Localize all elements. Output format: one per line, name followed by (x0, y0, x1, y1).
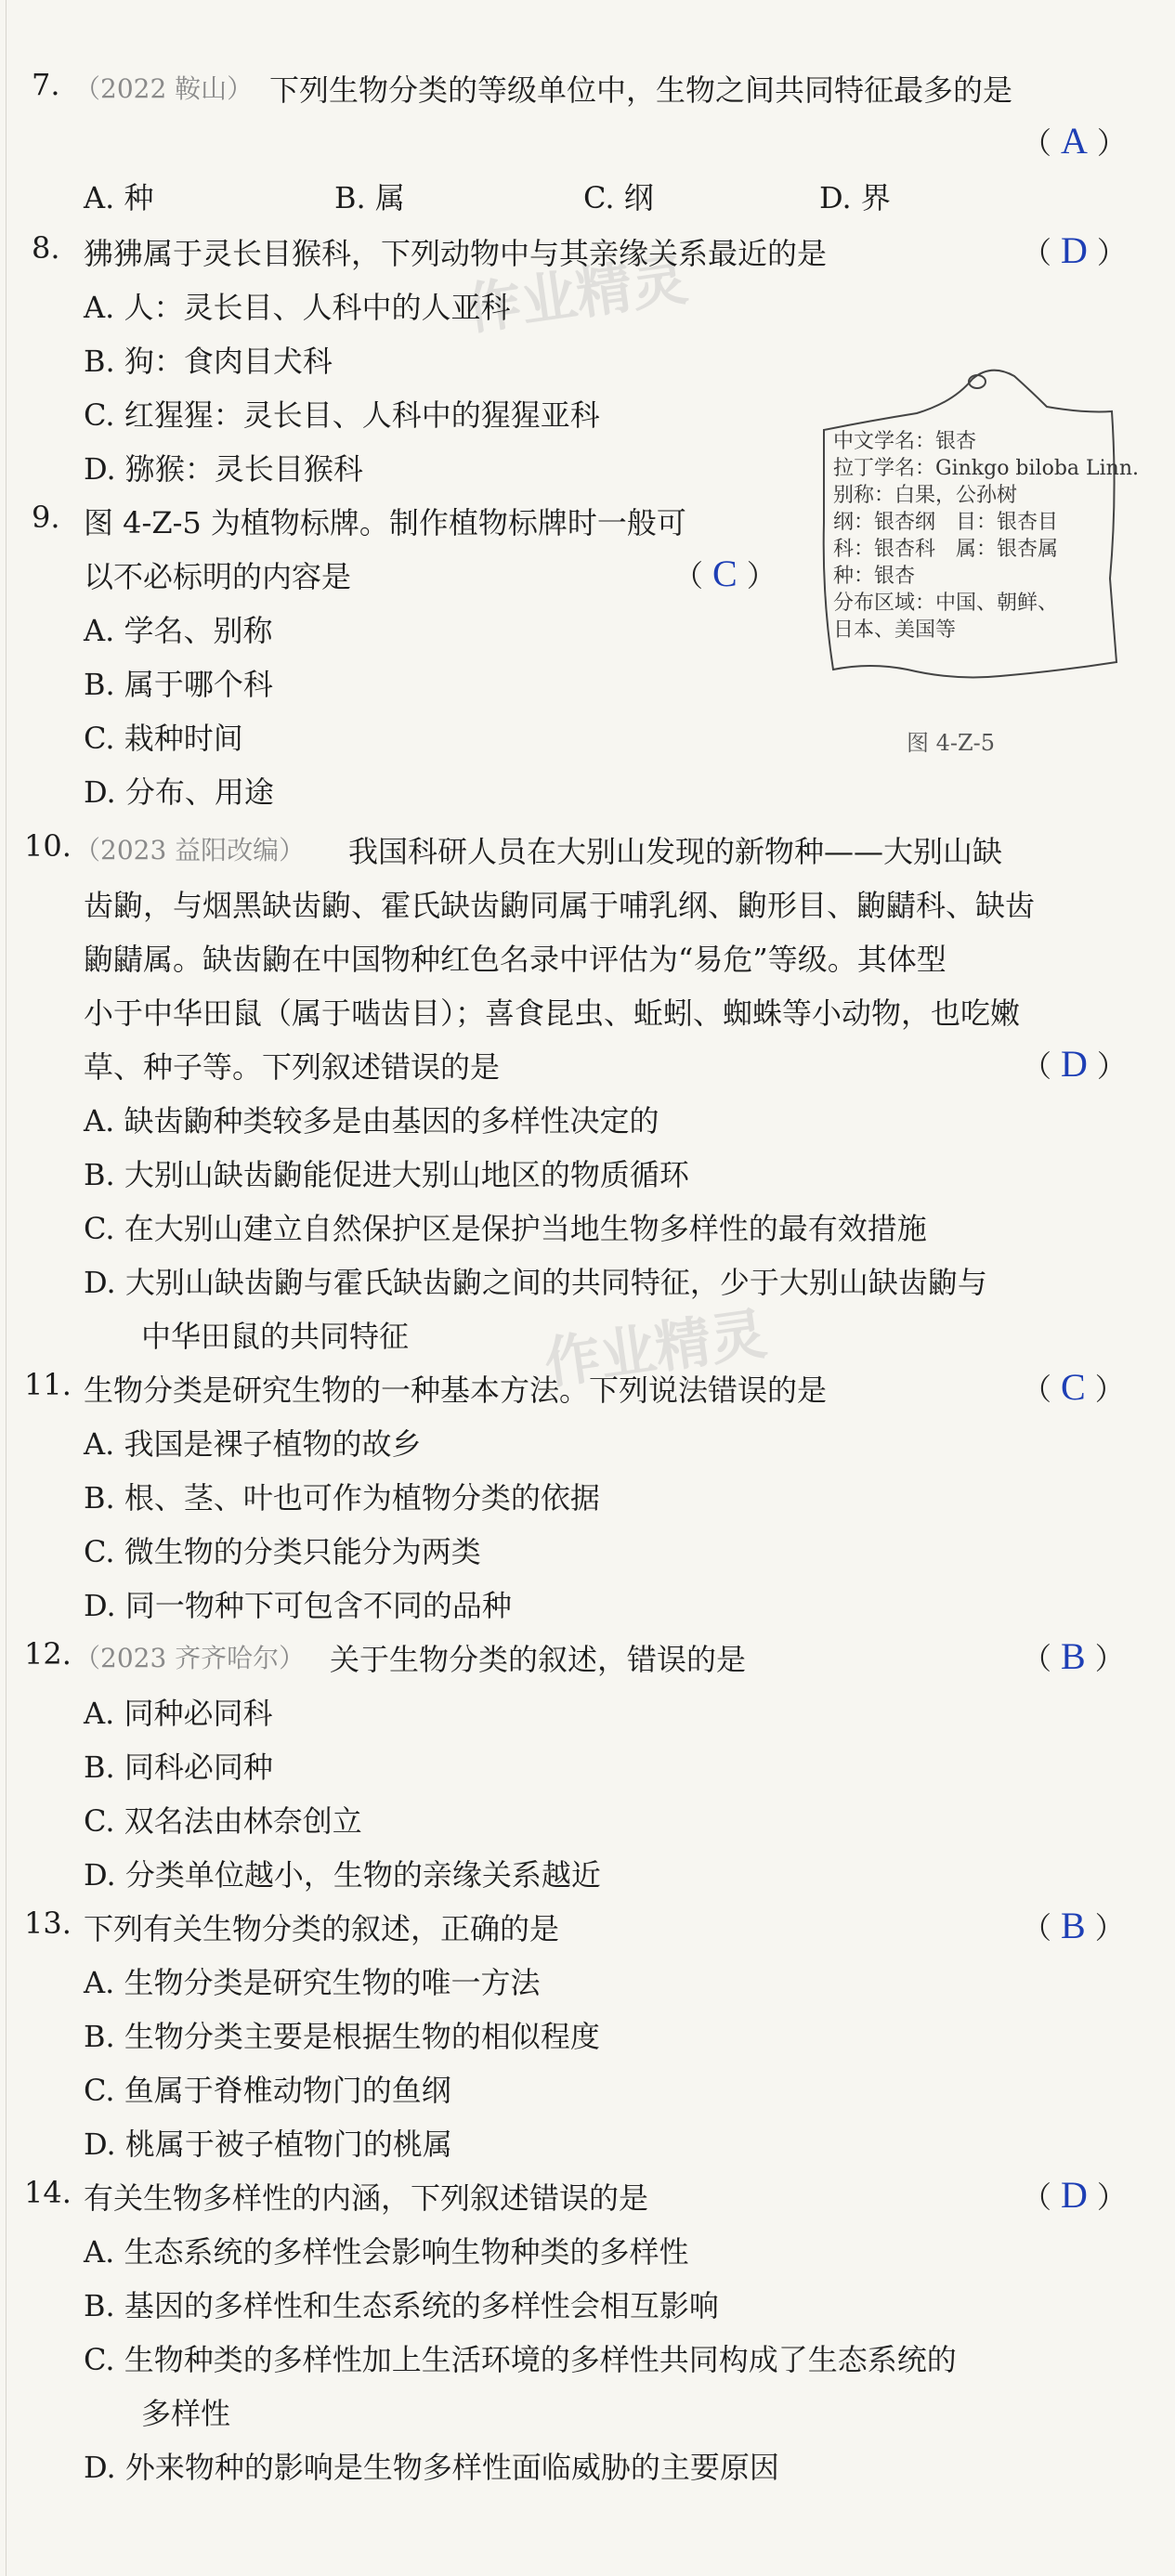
answer-bracket: （ B ） (1022, 1905, 1125, 1946)
question-stem: 草、种子等。下列叙述错误的是 (84, 1049, 501, 1085)
option: D. 外来物种的影响是生物多样性面临威胁的主要原因 (84, 2450, 779, 2485)
question-stem: 小于中华田鼠（属于啮齿目）；喜食昆虫、蚯蚓、蜘蛛等小动物，也吃嫩 (84, 995, 1021, 1031)
watermark-text: 作业精灵 (461, 247, 692, 344)
option: B. 大别山缺齿鼩能促进大别山地区的物质循环 (84, 1157, 689, 1192)
sign-line: 日本、美国等 (833, 618, 957, 642)
plant-sign-figure (815, 356, 1140, 697)
question-number: 8. (32, 230, 60, 266)
option: A. 我国是裸子植物的故乡 (84, 1426, 422, 1462)
answer-mark: D (1061, 2174, 1088, 2216)
answer-mark: C (712, 553, 738, 594)
option: D. 分布、用途 (84, 774, 274, 810)
question-stem: 图 4-Z-5 为植物标牌。制作植物标牌时一般可 (84, 505, 686, 540)
option: B. 属于哪个科 (84, 667, 273, 702)
answer-bracket: （ D ） (1022, 2174, 1127, 2216)
option: D. 猕猴：灵长目猴科 (84, 451, 363, 487)
option: A. 学名、别称 (84, 613, 273, 648)
option: A. 缺齿鼩种类较多是由基因的多样性决定的 (84, 1103, 659, 1138)
option: A. 生态系统的多样性会影响生物种类的多样性 (84, 2234, 689, 2270)
option-continuation: 多样性 (141, 2396, 231, 2431)
option: B. 根、茎、叶也可作为植物分类的依据 (84, 1480, 600, 1516)
answer-bracket: （ C ） (673, 553, 777, 594)
option: D. 桃属于被子植物门的桃属 (84, 2127, 452, 2162)
sign-line: 中文学名：银杏 (833, 430, 977, 453)
option: D. 界 (819, 180, 891, 215)
option-continuation: 中华田鼠的共同特征 (141, 1319, 410, 1354)
sign-line: 科：银杏科 属：银杏属 (833, 538, 1059, 561)
question-stem: 生物分类是研究生物的一种基本方法。下列说法错误的是 (84, 1373, 828, 1408)
option: A. 生物分类是研究生物的唯一方法 (84, 1965, 541, 2000)
answer-bracket: （ B ） (1022, 1635, 1125, 1677)
question-stem: 鼩鼱属。缺齿鼩在中国物种红色名录中评估为“易危”等级。其体型 (84, 942, 947, 977)
figure-caption: 图 4-Z-5 (907, 730, 996, 756)
answer-mark: D (1061, 229, 1088, 271)
answer-bracket: （ C ） (1022, 1366, 1125, 1408)
option: A. 种 (84, 180, 154, 215)
sign-line: 分布区域：中国、朝鲜、 (833, 592, 1059, 615)
sign-line: 拉丁学名：Ginkgo biloba Linn. (833, 457, 1140, 480)
question-stem: 齿鼩，与烟黑缺齿鼩、霍氏缺齿鼩同属于哺乳纲、鼩形目、鼩鼱科、缺齿 (84, 888, 1036, 923)
option: C. 微生物的分类只能分为两类 (84, 1534, 481, 1569)
question-number: 13. (24, 1906, 72, 1941)
option: D. 大别山缺齿鼩与霍氏缺齿鼩之间的共同特征，少于大别山缺齿鼩与 (84, 1265, 987, 1300)
sign-line: 别称：白果，公孙树 (833, 484, 1018, 507)
question-number: 10. (24, 828, 72, 864)
option: B. 生物分类主要是根据生物的相似程度 (84, 2019, 600, 2054)
question-stem: 我国科研人员在大别山发现的新物种——大别山缺 (348, 834, 1003, 869)
sign-line: 纲：银杏纲 目：银杏目 (833, 511, 1059, 534)
question-source: （2022 鞍山） (74, 73, 254, 104)
answer-bracket: （ D ） (1022, 1043, 1127, 1085)
option: C. 生物种类的多样性加上生活环境的多样性共同构成了生态系统的 (84, 2342, 957, 2377)
answer-mark: D (1061, 1043, 1088, 1085)
option: B. 狗：食肉目犬科 (84, 344, 333, 379)
question-source: （2023 益阳改编） (74, 835, 306, 865)
question-number: 11. (24, 1367, 72, 1402)
answer-mark: A (1061, 120, 1088, 162)
option: C. 红猩猩：灵长目、人科中的猩猩亚科 (84, 397, 600, 433)
answer-bracket: （ D ） (1022, 229, 1127, 271)
question-stem: 以不必标明的内容是 (84, 559, 352, 594)
sign-line: 种：银杏 (833, 565, 916, 588)
watermark-text: 作业精灵 (540, 1301, 771, 1398)
option: B. 同科必同种 (84, 1750, 273, 1785)
answer-mark: B (1061, 1635, 1086, 1677)
question-stem: 狒狒属于灵长目猴科，下列动物中与其亲缘关系最近的是 (84, 236, 828, 271)
question-stem: 有关生物多样性的内涵，下列叙述错误的是 (84, 2180, 649, 2216)
option: C. 双名法由林奈创立 (84, 1803, 362, 1839)
option: A. 人：灵长目、人科中的人亚科 (84, 290, 511, 325)
option: D. 同一物种下可包含不同的品种 (84, 1588, 512, 1623)
question-number: 7. (32, 67, 60, 102)
option: B. 属 (334, 180, 405, 215)
page-left-edge (6, 0, 7, 2576)
option: C. 在大别山建立自然保护区是保护当地生物多样性的最有效措施 (84, 1211, 927, 1246)
option: C. 栽种时间 (84, 721, 243, 756)
question-stem: 下列生物分类的等级单位中，生物之间共同特征最多的是 (269, 72, 1013, 108)
question-number: 14. (24, 2175, 72, 2210)
option: D. 分类单位越小，生物的亲缘关系越近 (84, 1857, 601, 1893)
answer-bracket: （ A ） (1022, 120, 1127, 162)
question-stem: 下列有关生物分类的叙述，正确的是 (84, 1911, 560, 1946)
option: C. 纲 (583, 180, 654, 215)
option: A. 同种必同科 (84, 1696, 273, 1731)
question-stem: 关于生物分类的叙述，错误的是 (330, 1642, 747, 1677)
answer-mark: C (1061, 1366, 1086, 1408)
option: C. 鱼属于脊椎动物门的鱼纲 (84, 2073, 451, 2108)
option: B. 基因的多样性和生态系统的多样性会相互影响 (84, 2288, 719, 2323)
question-source: （2023 齐齐哈尔） (74, 1643, 306, 1673)
question-number: 12. (24, 1636, 72, 1672)
question-number: 9. (32, 500, 60, 535)
answer-mark: B (1061, 1905, 1086, 1946)
